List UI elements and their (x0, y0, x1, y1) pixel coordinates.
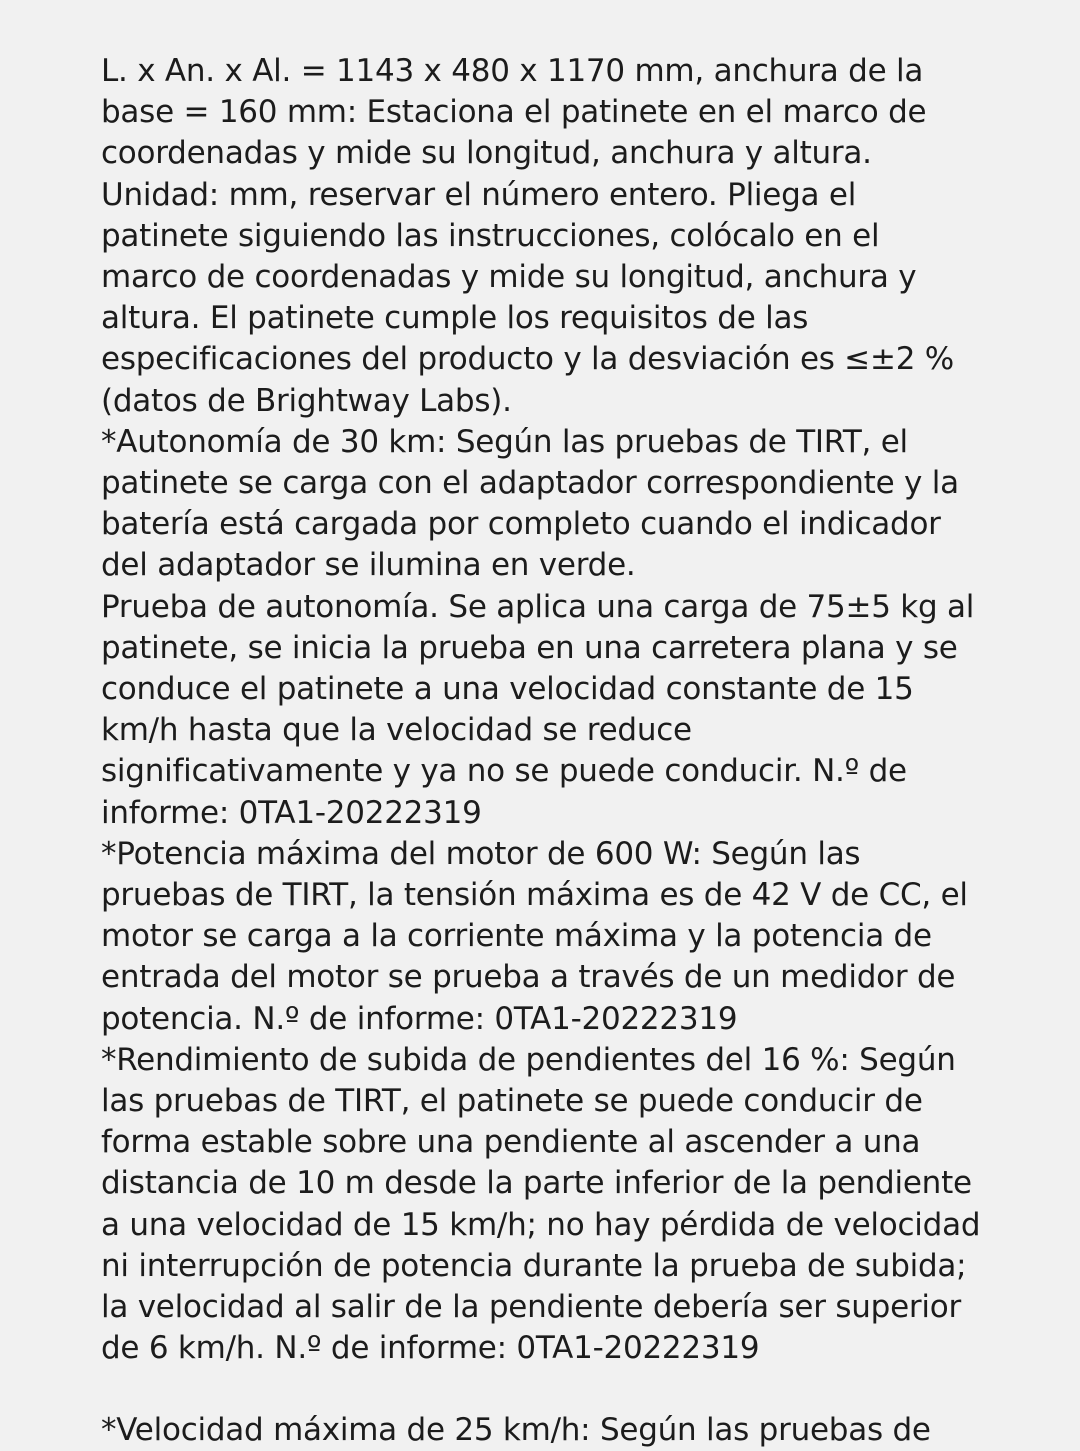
range-test-paragraph: Prueba de autonomía. Se aplica una carga de 75±5 kg al patinete, se inicia la prueba en una carretera plana y se conduce el patinete a una velocidad constante de 15 km/h hasta que la velocidad se reduce significativamente y ya no se puede conducir. N.º de informe: 0TA1-20222319 (101, 588, 975, 831)
range-paragraph: *Autonomía de 30 km: Según las pruebas de TIRT, el patinete se carga con el adaptador correspondiente y la batería está cargada por completo cuando el indicador del adaptador se ilumina en verde. (101, 423, 959, 584)
climbing-paragraph: *Rendimiento de subida de pendientes del 16 %: Según las pruebas de TIRT, el patinete se puede conducir de forma estable sobre una pendiente al ascender a una distancia de 10 m desde la parte inferior de la pendiente a una velocidad de 15 km/h; no hay pérdida de velocidad ni interrupción de potencia durante la prueba de subida; la velocidad al salir de la pendiente debería ser superior de 6 km/h. N.º de informe: 0TA1-20222319 (101, 1041, 981, 1367)
cutoff-text-line: *Velocidad máxima de 25 km/h: Según las pruebas de (101, 1412, 931, 1448)
dimensions-paragraph: L. x An. x Al. = 1143 x 480 x 1170 mm, anchura de la base = 160 mm: Estaciona el patinete en el marco de coordenadas y mide su longitud, anchura y altura. Unidad: mm, reservar el número entero. Pliega el patinete siguiendo las instrucciones, colócalo en el marco de coordenadas y mide su longitud, anchura y altura. El patinete cumple los requisitos de las especificaciones del producto y la desviación es ≤±2 % (datos de Brightway Labs). (101, 53, 955, 419)
motor-power-paragraph: *Potencia máxima del motor de 600 W: Según las pruebas de TIRT, la tensión máxima es de 42 V de CC, el motor se carga a la corriente máxima y la potencia de entrada del motor se prueba a través de un medidor de potencia. N.º de informe: 0TA1-20222319 (101, 835, 968, 1037)
document-text (101, 51, 981, 1370)
